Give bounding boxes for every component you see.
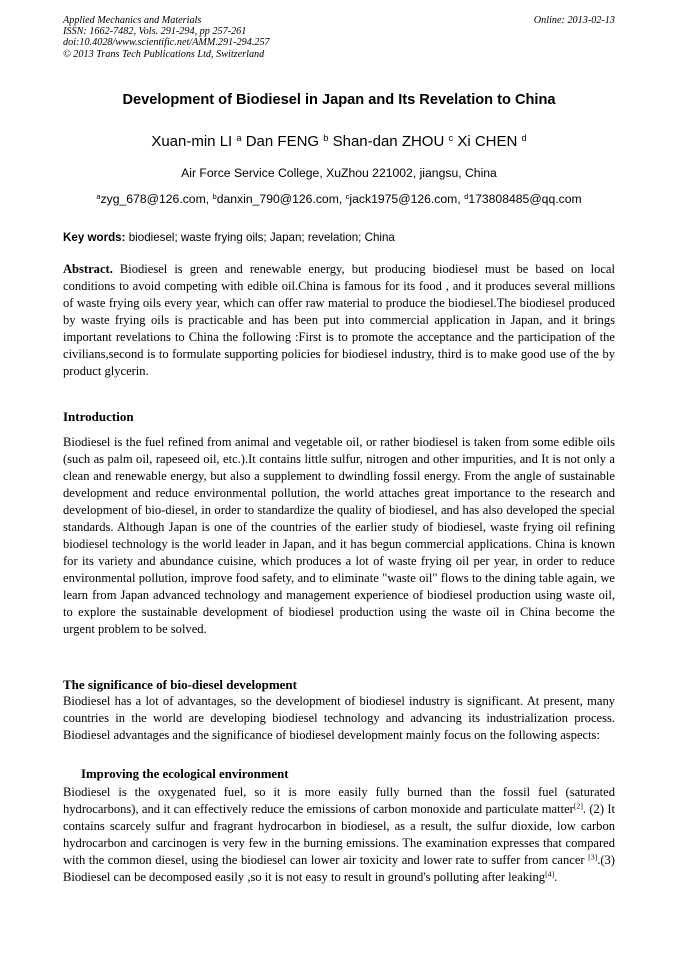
email-mark: a — [96, 191, 101, 201]
author-name: Xi CHEN — [457, 133, 518, 150]
citation-ref: [3] — [588, 852, 598, 862]
abstract-label: Abstract. — [63, 262, 113, 276]
journal-header — [63, 15, 615, 60]
introduction-heading: Introduction — [63, 409, 134, 424]
email-list — [63, 191, 615, 207]
keywords-text: biodiesel; waste frying oils; Japan; revelation; China — [125, 231, 395, 244]
email-address[interactable]: danxin_790@126.com, — [216, 192, 343, 206]
issn-line: ISSN: 1662-7482, Vols. 291-294, pp 257-261 — [63, 26, 247, 38]
author-list — [63, 132, 615, 152]
keywords-label: Key words: — [63, 231, 126, 244]
ecology-text-part: .(3) Biodiesel can be decomposed easily ,so it is not easy to result in ground's polluting after leaking — [63, 853, 615, 884]
citation-ref: [2] — [573, 801, 583, 811]
email-address[interactable]: 173808485@qq.com — [468, 192, 582, 206]
online-date: Online: 2013-02-13 — [533, 15, 615, 26]
paper-title: Development of Biodiesel in Japan and Its Revelation to China — [122, 92, 556, 108]
journal-name: Applied Mechanics and Materials — [63, 15, 202, 26]
author-mark: b — [323, 132, 329, 143]
abstract — [63, 261, 615, 380]
email-mark: b — [212, 191, 217, 201]
significance-heading: The significance of bio-diesel development — [63, 677, 297, 692]
keywords — [63, 230, 615, 246]
ecology-text-part: . (2) It contains scarcely sulfur and fragrant hydrocarbon in biodiesel, as a result, the sulfur dioxide, low carbon hydrocarbon and carcinogen is very few in the burning emissions. The examination expresses that compared with the common diesel, using the biodiesel can lower air toxicity and lower rate to suffer from cancer — [63, 802, 615, 867]
introduction-text: Biodiesel is the fuel refined from animal and vegetable oil, or rather biodiesel is taken from some edible oils (such as palm oil, rapeseed oil, etc.).It contains little sulfur, nitrogen and other impurities, and It is not only a clean and renewable energy, but also a supplement to dwindling fossil energy. From the angle of sustainable development and reduce environmental pollution, the world attaches great importance to the research and development of bio-diesel, in order to standardize the quality of biodiesel, and has also developed the special standards. Although Japan is one of the countries of the earlier study of biodiesel, waste frying oil refining biodiesel technology is the world leader in Japan, and it has begun commercial applications. China is known for its variety and abundance cuisine, which produces a lot of waste frying oil per year, in order to reduce environmental pollution, improve food safety, and to eliminate "waste oil" flows to the dining table again, we learn from Japan advanced technology and management experience of biodiesel production using waste oil, to explore the sustainable development of biodiesel production using the waste oil in China become the urgent problem to be solved. — [63, 435, 615, 636]
email-address[interactable]: jack1975@126.com, — [349, 192, 461, 206]
author-name: Shan-dan ZHOU — [332, 133, 445, 150]
email-mark: c — [345, 191, 350, 201]
email-address[interactable]: zyg_678@126.com, — [100, 192, 210, 206]
author-mark: a — [236, 132, 242, 143]
author-mark: d — [521, 132, 527, 143]
author-name: Dan FENG — [245, 133, 320, 150]
ecology-text-part: . — [554, 870, 558, 884]
author-mark: c — [448, 132, 454, 143]
ecology-text-part: Biodiesel is the oxygenated fuel, so it is more easily fully burned than the fossil fuel (saturated hydrocarbons), and it can effectively reduce the emissions of carbon monoxide and particulate matter — [63, 785, 615, 816]
email-mark: d — [464, 191, 469, 201]
author-name: Xuan-min LI — [151, 133, 233, 150]
copyright-line: © 2013 Trans Tech Publications Ltd, Switzerland — [63, 48, 265, 60]
ecology-text — [63, 784, 615, 886]
affiliation: Air Force Service College, XuZhou 221002, jiangsu, China — [181, 166, 497, 180]
citation-ref: [4] — [545, 869, 555, 879]
ecology-subheading: Improving the ecological environment — [81, 767, 289, 781]
doi-line: doi:10.4028/www.scientific.net/AMM.291-294.257 — [63, 37, 270, 49]
abstract-text: Biodiesel is green and renewable energy, but producing biodiesel must be based on local conditions to avoid competing with edible oil.China is famous for its food , and it produces several millions of waste frying oils every year, which can offer raw material to produce the biodiesel.The biodiesel produced by waste frying oils is practicable and has been put into commercial application in Japan, and it brings important revelations to China the following :First is to promote the acceptance and the participation of the civilians,second is to formulate supporting policies for biodiesel industry, third is to make good use of the by product glycerin. — [63, 262, 615, 378]
significance-text: Biodiesel has a lot of advantages, so the development of biodiesel industry is significant. At present, many countries in the world are developing biodiesel technology and advancing its industrialization process. Biodiesel advantages and the significance of biodiesel development mainly focus on the following aspects: — [63, 694, 615, 742]
